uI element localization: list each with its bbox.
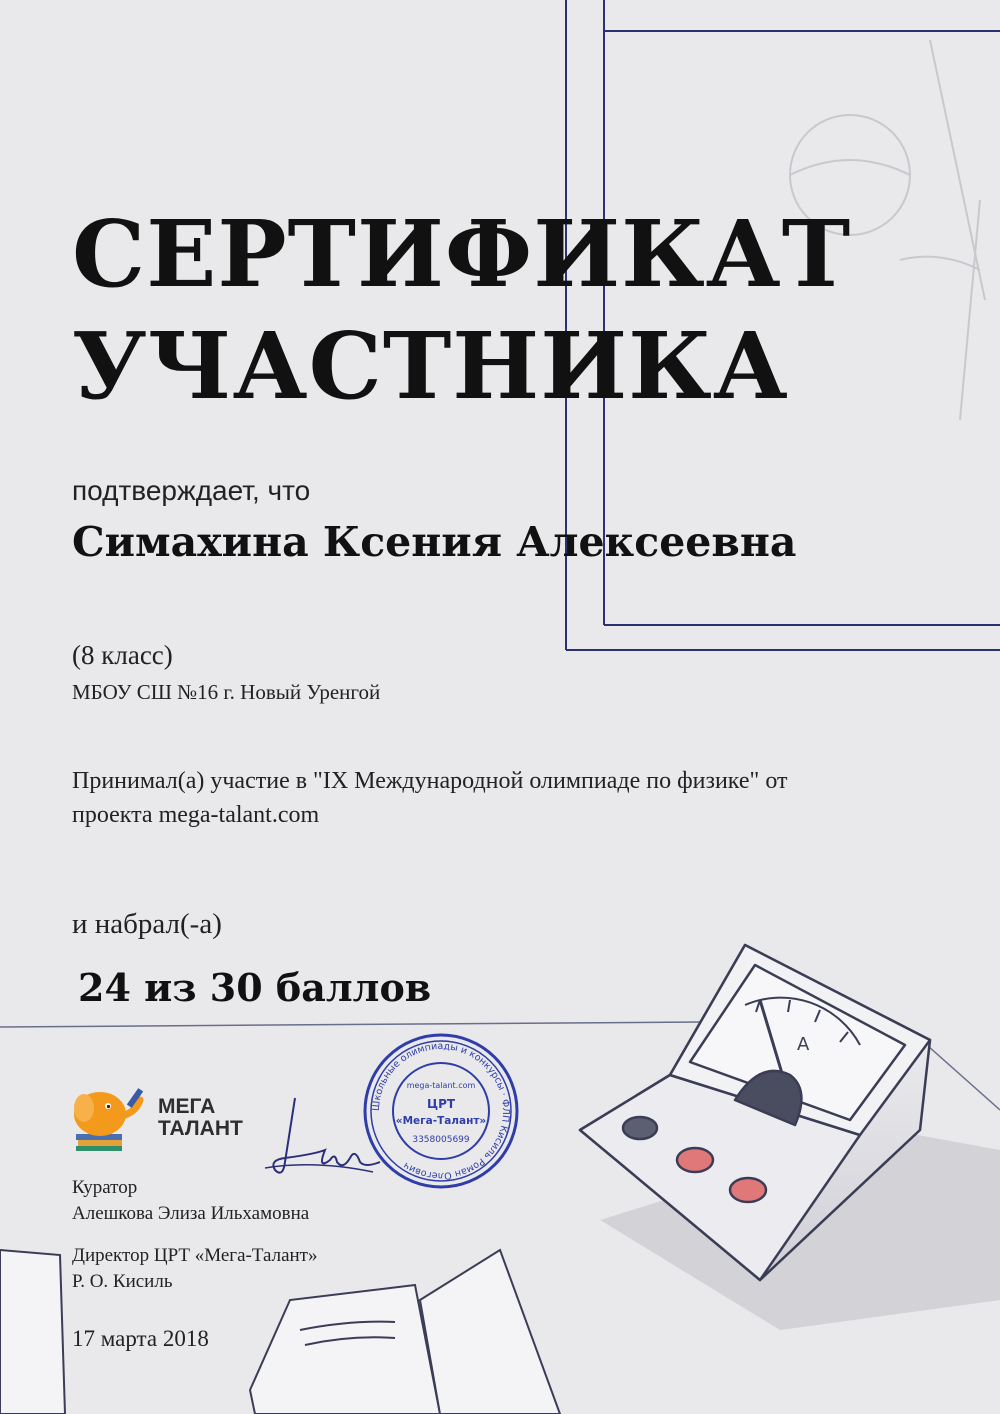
director-name: Р. О. Кисиль [72,1271,173,1292]
score-value: 24 из 30 баллов [78,965,432,1010]
stamp-number: 3358005699 [412,1135,470,1145]
curator-name: Алешкова Элиза Ильхамовна [72,1203,310,1224]
stamp-ring-text: Школьные олимпиады и конкурсы · ФЛП Кисиль Роман Олегович [370,1040,512,1182]
certificate-title [72,198,851,422]
desk-line [0,1022,700,1027]
scribble-arc [790,160,910,175]
grade-text: (8 класс) [72,640,173,670]
scribble-arc [900,257,980,270]
logo-line-1: МЕГА [158,1095,216,1118]
logo-line-2: ТАЛАНТ [158,1117,243,1140]
scored-label: и набрал(-а) [72,908,222,940]
curator-role: Куратор [72,1177,138,1198]
organization-stamp [362,1032,520,1190]
stamp-website: mega-talant.com [406,1081,476,1090]
stamp-org-short: ЦРТ [426,1097,456,1111]
director-role: Директор ЦРТ «Мега-Талант» [72,1245,318,1266]
elephant-mascot-icon [70,1082,156,1152]
svg-text:A: A [797,1034,810,1055]
logo-wordmark [158,1096,243,1140]
participation-text: Принимал(а) участие в "IX Международной олимпиаде по физике" от проекта mega-talant.com [72,768,788,828]
curator-block [72,1175,309,1227]
school-text: МБОУ СШ №16 г. Новый Уренгой [72,680,381,704]
certificate-date: 17 марта 2018 [72,1326,209,1351]
stamp-org-name: «Мега-Талант» [395,1115,487,1127]
mega-talant-logo [70,1082,260,1152]
director-block [72,1243,317,1295]
confirms-text: подтверждает, что [72,475,311,506]
title-line-1: СЕРТИФИКАТ [72,200,852,308]
title-line-2: УЧАСТНИКА [72,312,789,420]
participant-name: Симахина Ксения Алексеевна [72,518,797,566]
